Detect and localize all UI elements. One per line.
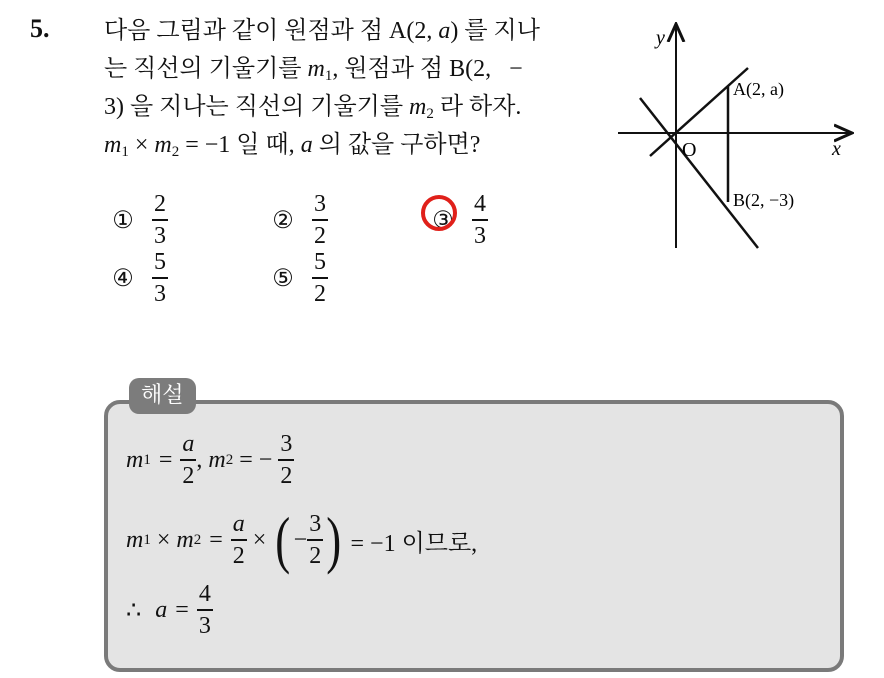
solution-line-3: ∴ a = $\frac{4}{3}$ xyxy=(126,581,211,639)
choice-2-mark: ② xyxy=(272,207,294,234)
solution-tag: 해설 xyxy=(129,378,196,414)
choice-5-mark: ⑤ xyxy=(272,265,294,292)
question-number: 5. xyxy=(30,14,50,43)
choice-4-mark: ④ xyxy=(112,265,134,292)
x-axis-label: x xyxy=(832,138,841,160)
selected-answer-circle xyxy=(421,195,457,231)
choice-4[interactable] xyxy=(110,250,168,306)
line-through-b xyxy=(640,98,758,248)
point-b-label: B(2, −3) xyxy=(733,190,795,210)
question-line-4: $m_1 \times m_2 = -1$ 일 때, a 의 값을 구하면? xyxy=(104,132,481,160)
point-a-label: A(2, a) xyxy=(733,79,784,99)
choice-3[interactable] xyxy=(430,192,488,248)
choice-1-fraction: $\frac{2}{3}$ xyxy=(154,191,166,249)
choice-3-mark: ③ xyxy=(430,206,456,235)
y-axis-label: y xyxy=(656,27,665,49)
choice-2-fraction: $\frac{3}{2}$ xyxy=(314,191,326,249)
choice-1[interactable] xyxy=(110,192,168,248)
choice-3-fraction: $\frac{4}{3}$ xyxy=(474,191,486,249)
solution-line-2: m 1 × m 2 = $\frac{a}{2}$ × ( − $\frac{3}{2}$ ) = −1 이므로, xyxy=(126,504,478,575)
question-line-2: 는 직선의 기울기를 $m_1$, 원점과 점 B(2, − xyxy=(104,56,523,84)
solution-line-1: m 1 = $\frac{a}{2}$ , m 2 = − $\frac{3}{2}$ xyxy=(126,431,293,489)
fraction-a-over-2: $\frac{a}{2}$ xyxy=(182,431,195,489)
solution-line-2-tail: = −1 이므로, xyxy=(350,530,478,557)
origin-label: O xyxy=(682,139,697,161)
fraction-3-over-2: $\frac{3}{2}$ xyxy=(280,431,293,489)
coordinate-graph xyxy=(600,20,870,260)
choice-2[interactable] xyxy=(270,192,328,248)
choice-1-mark: ① xyxy=(112,207,134,234)
question-line-1: 다음 그림과 같이 원점과 점 A(2, a) 를 지나 xyxy=(104,18,540,44)
choice-4-fraction: $\frac{5}{3}$ xyxy=(154,249,166,307)
question-line-3: 3) 을 지나는 직선의 기울기를 $m_2$ 라 하자. xyxy=(104,94,522,122)
question-text xyxy=(104,12,594,164)
choice-5-fraction: $\frac{5}{2}$ xyxy=(314,249,326,307)
choice-5[interactable] xyxy=(270,250,328,306)
answer-fraction: $\frac{4}{3}$ xyxy=(198,581,211,639)
